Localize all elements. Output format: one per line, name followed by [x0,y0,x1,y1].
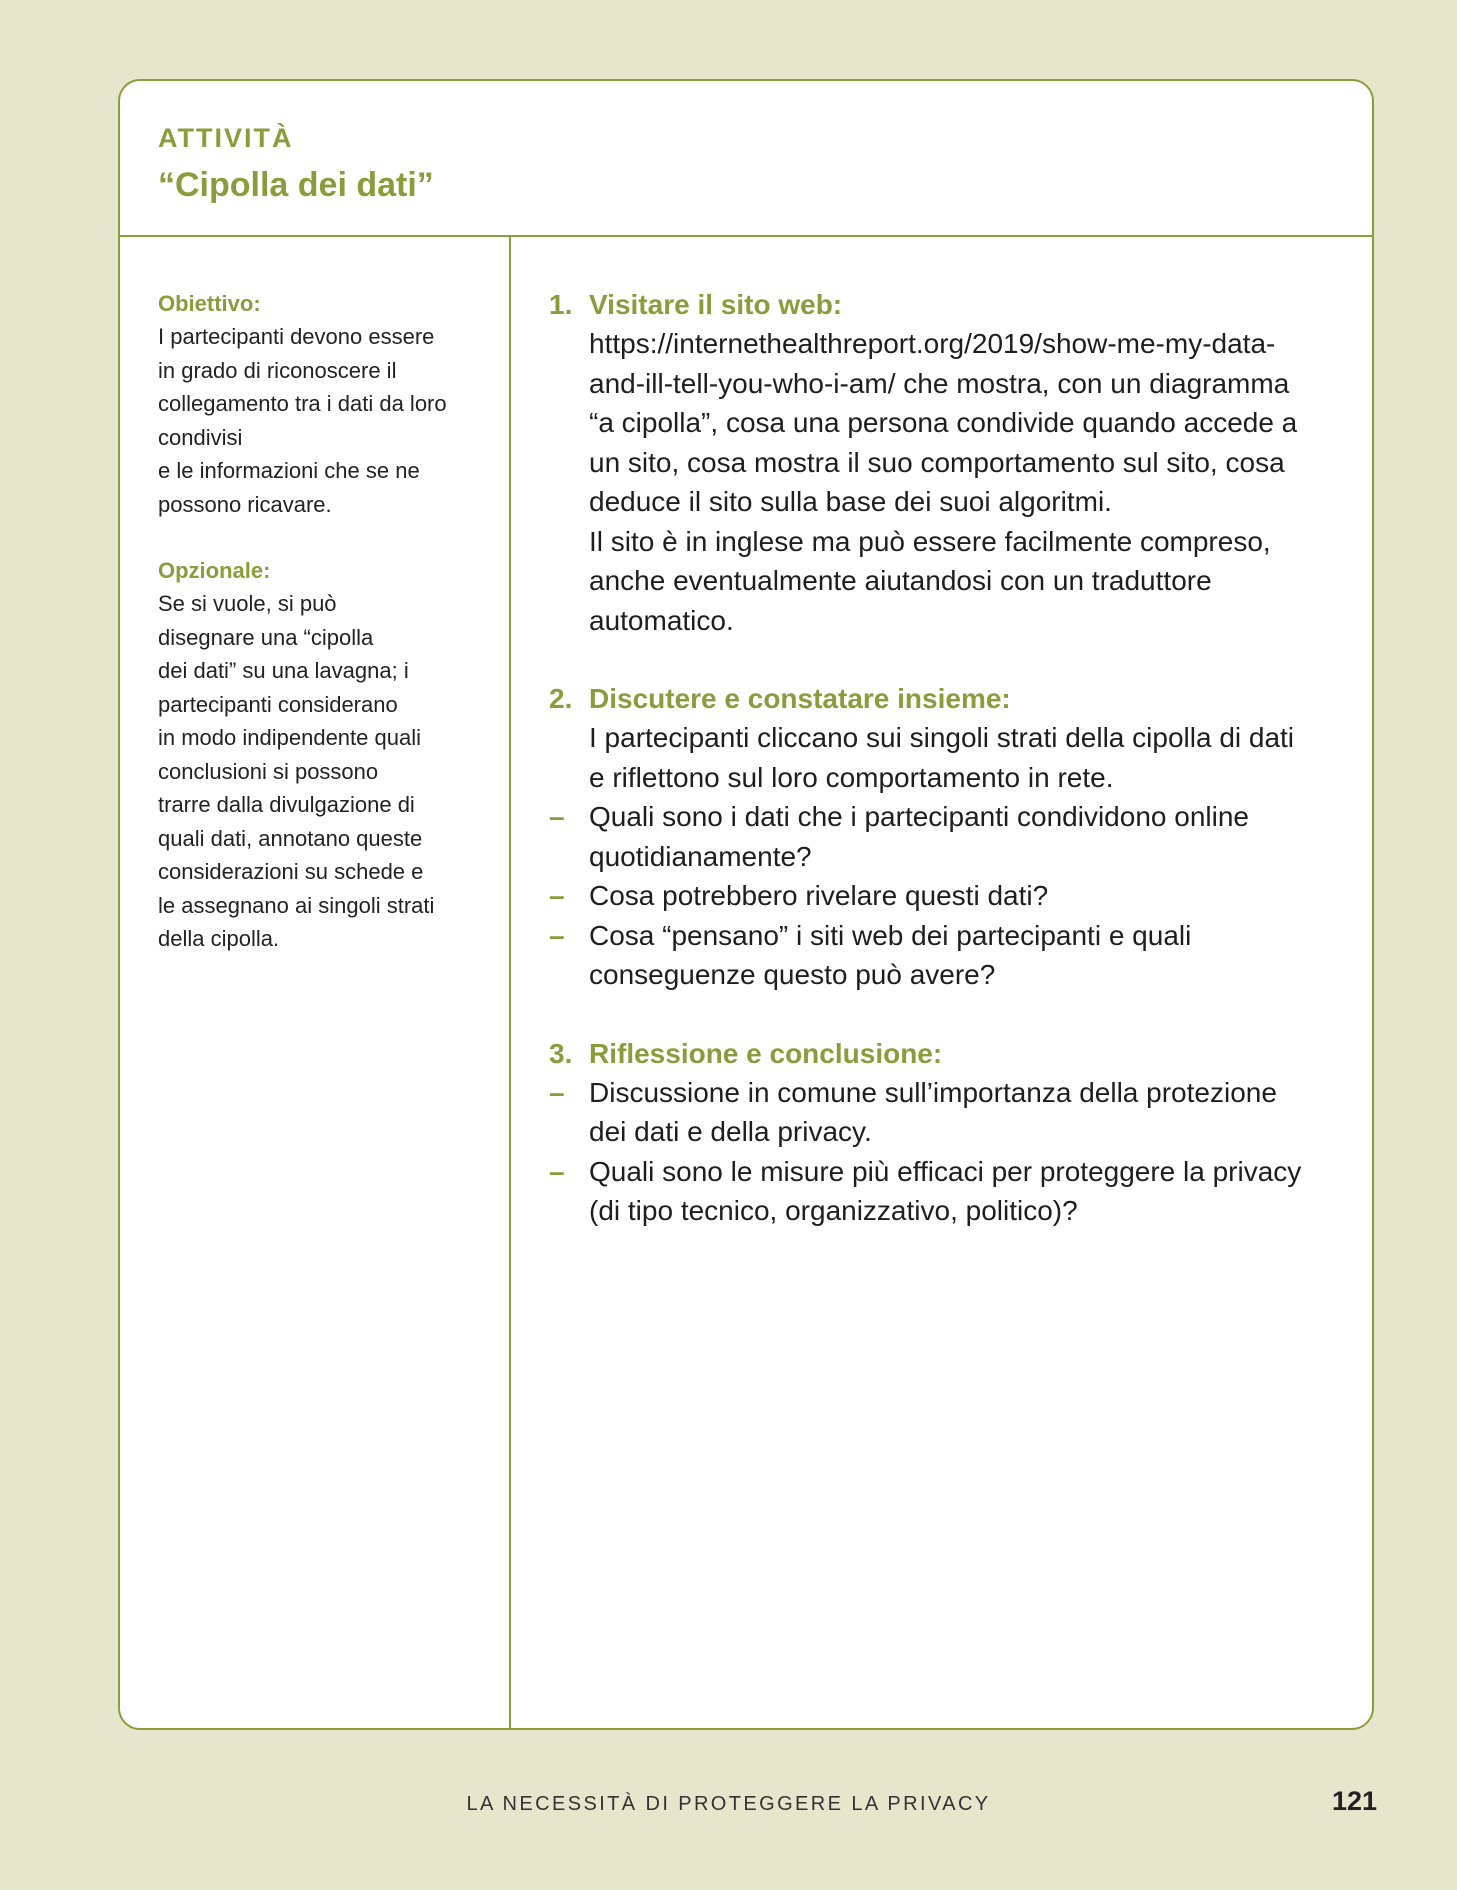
optional-text: Se si vuole, si può disegnare una “cipolla dei dati” su una lavagna; i partecipanti considerano in modo indipendente quali conclusioni si possono trarre dalla divulgazione di quali dati, annotano queste considerazioni su schede e le assegnano ai singoli strati della cipolla. [158,591,435,951]
list-item-text: Cosa “pensano” i siti web dei partecipanti e quali conseguenze questo può avere? [589,919,1192,990]
list-item [549,1152,1342,1231]
list-item-text: Discussione in comune sull’importanza della protezione dei dati e della privacy. [589,1076,1277,1147]
steps-column [511,237,1372,1728]
step-2-heading [549,679,1342,718]
dash-icon: – [549,880,565,911]
list-item [549,797,1342,876]
step-1-text: https://internethealthreport.org/2019/show-me-my-data- and-ill-tell-you-who-i-am/ che mostra, con un diagramma “a cipolla”, cosa una persona condivide quando accede a un sito, cosa mostra il suo comportamento sul sito, cosa deduce il sito sulla base dei suoi algoritmi. Il sito è in inglese ma può essere facilmente compreso, anche eventualmente aiutandosi con un traduttore automatico. [589,328,1298,636]
step-number: 2. [549,683,573,714]
activity-kicker: ATTIVITÀ [158,123,294,153]
step-3-heading [549,1034,1342,1073]
optional-label: Opzionale: [158,558,271,583]
dash-icon: – [549,801,565,832]
list-item-text: Quali sono i dati che i partecipanti condividono online quotidianamente? [589,801,1249,872]
card-body [120,237,1372,1728]
list-item [549,876,1342,916]
page-number: 121 [1331,1786,1377,1816]
activity-title: “Cipolla dei dati” [158,166,434,204]
activity-card [118,79,1374,1730]
dash-icon: – [549,1155,565,1187]
step-2-text: I partecipanti cliccano sui singoli strati della cipolla di dati e riflettono sul loro comportamento in rete. [589,722,1295,793]
list-item-text: Cosa potrebbero rivelare questi dati? [589,880,1049,911]
list-item-text: Quali sono le misure più efficaci per proteggere la privacy (di tipo tecnico, organizzativo, politico)? [589,1155,1302,1226]
dash-icon: – [549,919,565,951]
objective-text: I partecipanti devono essere in grado di riconoscere il collegamento tra i dati da loro condivisi e le informazioni che se ne possono ricavare. [158,324,447,517]
objective-label: Obiettivo: [158,291,261,316]
dash-icon: – [549,1076,565,1108]
step-title: Riflessione e conclusione: [589,1037,943,1069]
footer-section-title: LA NECESSITÀ DI PROTEGGERE LA PRIVACY [466,1793,991,1815]
step-title: Discutere e constatare insieme: [589,683,1011,714]
step-number: 3. [549,1037,573,1069]
step-title: Visitare il sito web: [589,289,843,320]
step-1-heading [549,285,1342,324]
list-item [549,1073,1342,1152]
card-header [120,81,1372,237]
sidebar-column [120,237,511,1728]
step-number: 1. [549,289,573,320]
list-item [549,916,1342,995]
